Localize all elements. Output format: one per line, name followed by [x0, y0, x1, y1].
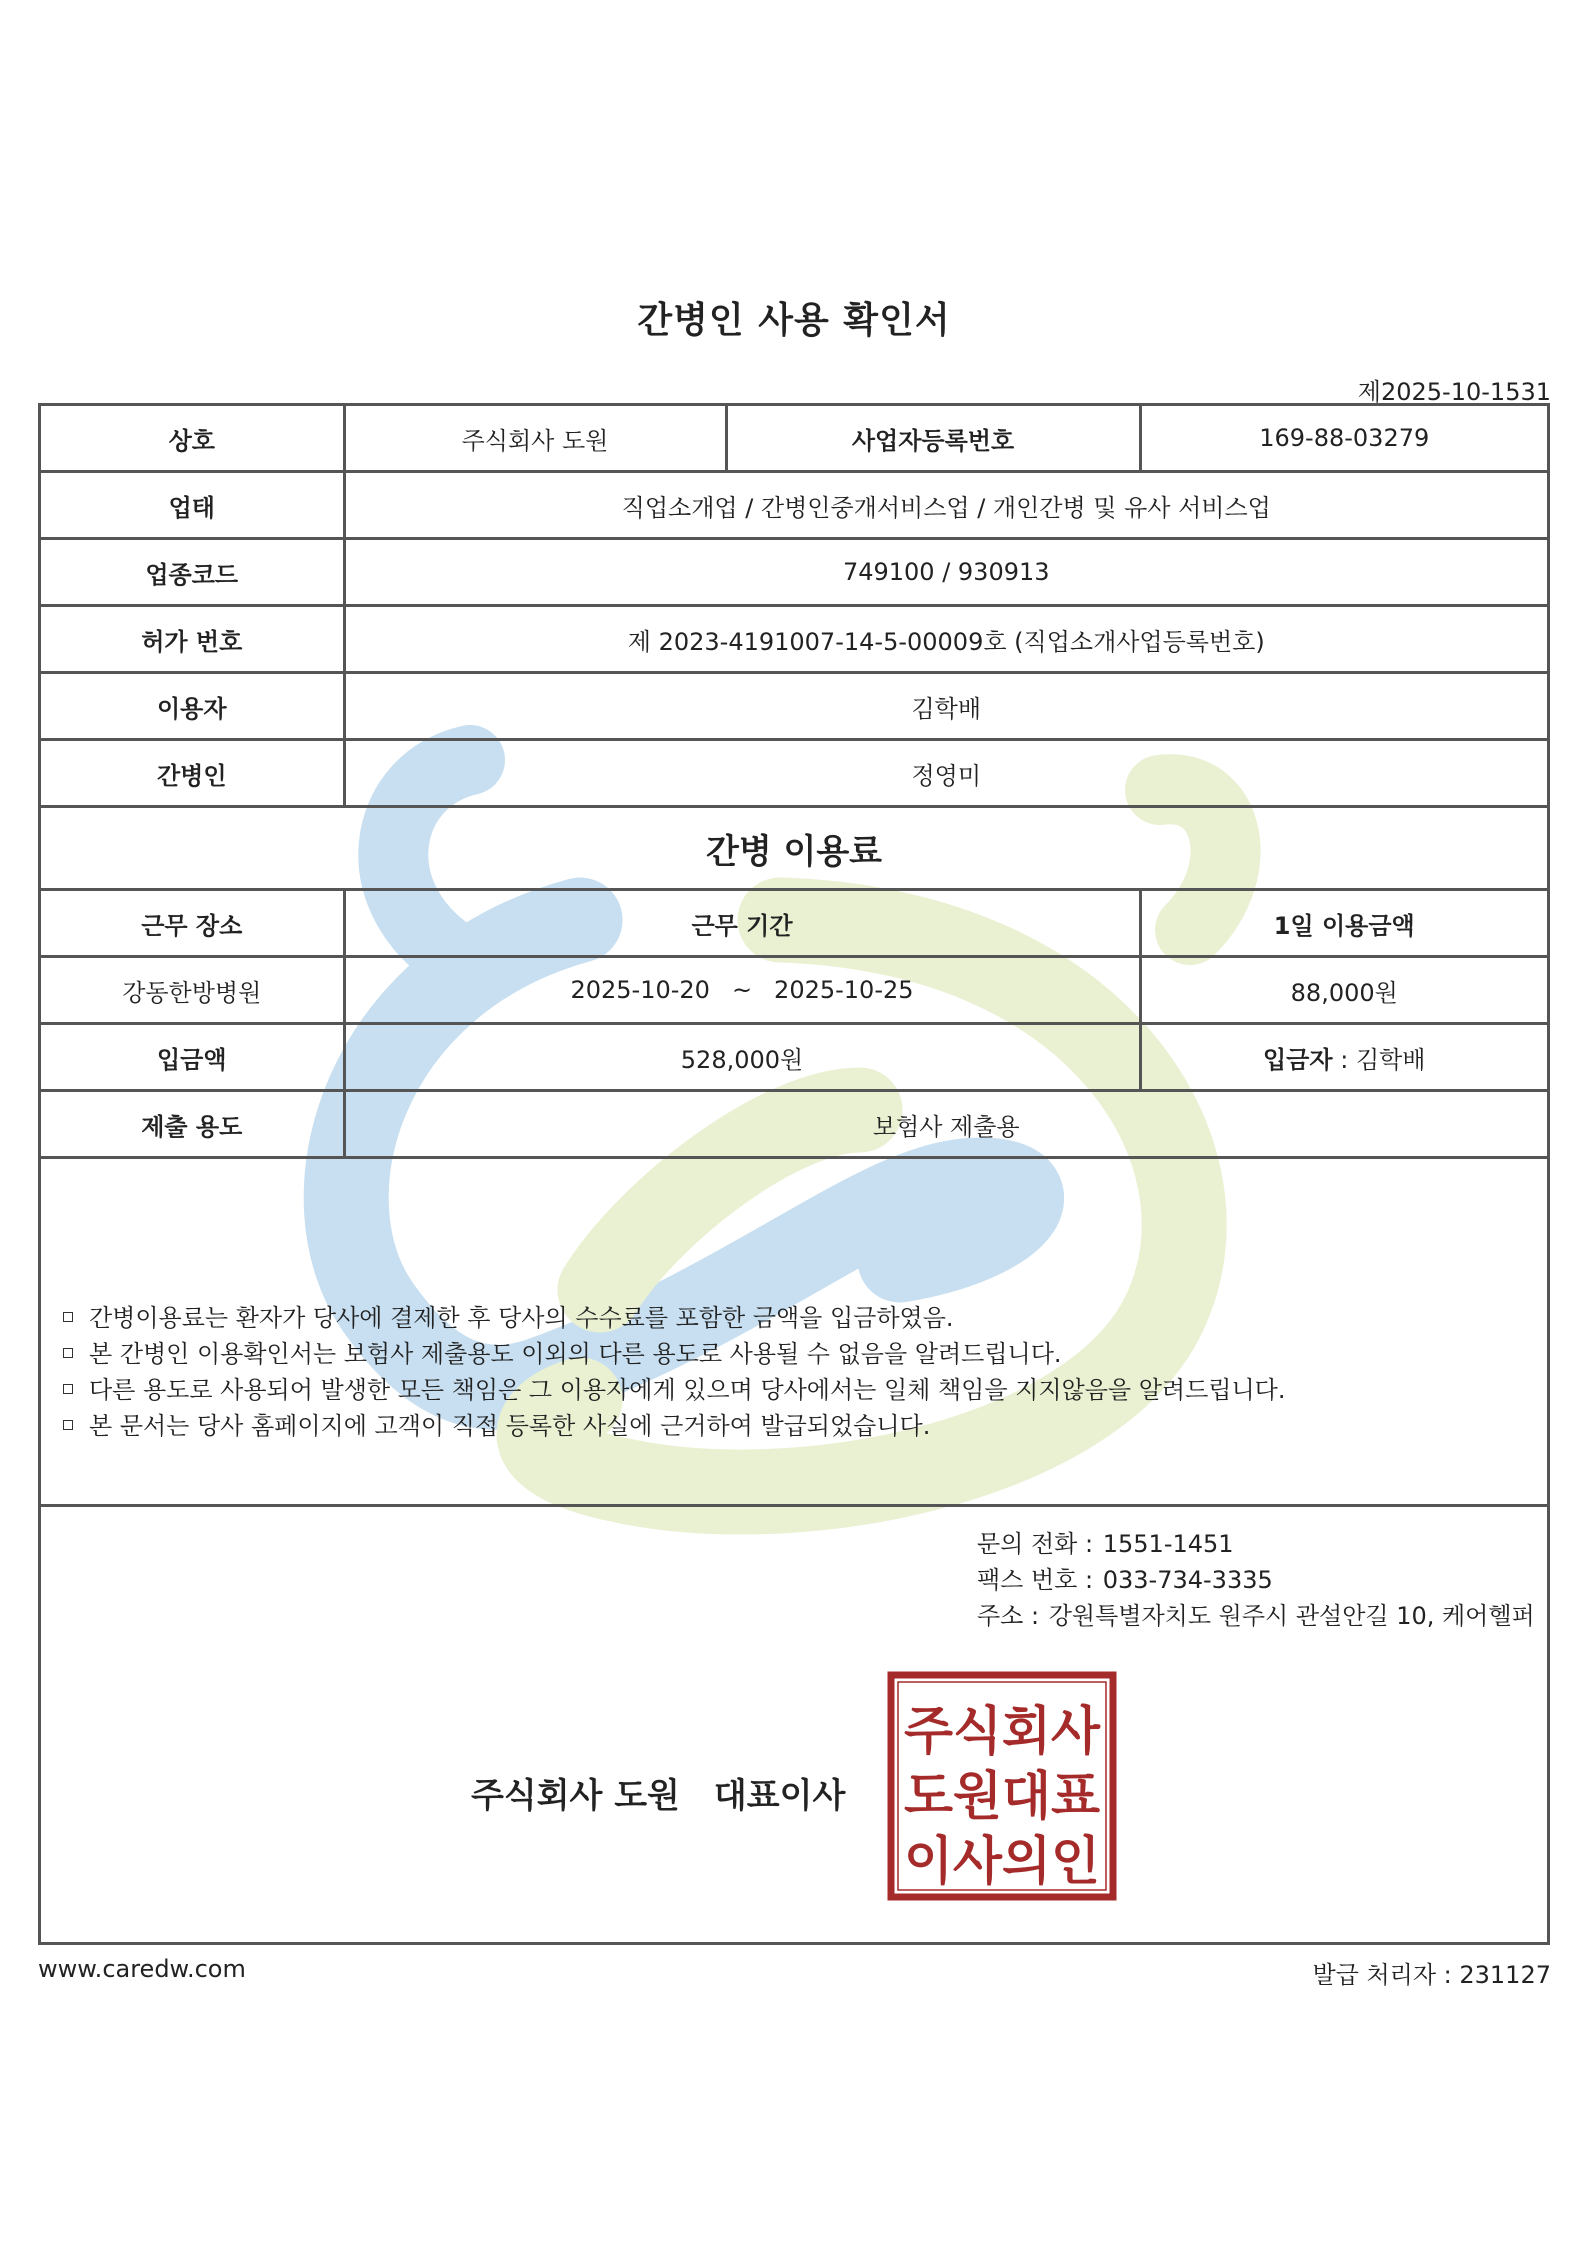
work-period-label: 근무 기간 — [344, 890, 1140, 957]
note-item: 간병이용료는 환자가 당사에 결제한 후 당사의 수수료를 포함한 금액을 입금하였음. — [63, 1300, 1285, 1336]
signature-role: 대표이사 — [713, 1776, 846, 1816]
user-label: 이용자 — [41, 673, 344, 740]
purpose-value: 보험사 제출용 — [344, 1091, 1547, 1158]
business-number-label: 사업자등록번호 — [726, 406, 1140, 472]
user-value: 김학배 — [344, 673, 1547, 740]
deposit-row — [41, 1024, 1547, 1091]
note-item: 다른 용도로 사용되어 발생한 모든 책임은 그 이용자에게 있으며 당사에서는 일체 책임을 지지않음을 알려드립니다. — [63, 1372, 1285, 1408]
industry-code-label: 업종코드 — [41, 539, 344, 606]
caregiver-value: 정영미 — [344, 740, 1547, 807]
phone-line — [977, 1526, 1535, 1562]
contact-info — [977, 1526, 1535, 1634]
svg-text:이사의인: 이사의인 — [904, 1832, 1100, 1892]
issuer-info: 발급 처리자 : 231127 — [1312, 1961, 1551, 1989]
purpose-label: 제출 용도 — [41, 1091, 344, 1158]
address-label: 주소 : — [977, 1602, 1040, 1630]
license-row — [41, 606, 1547, 673]
industry-code-row — [41, 539, 1547, 606]
website-link[interactable]: www.caredw.com — [38, 1955, 246, 1983]
fax-line — [977, 1562, 1535, 1598]
square-bullet-icon — [63, 1312, 73, 1322]
user-row — [41, 673, 1547, 740]
square-bullet-icon — [63, 1348, 73, 1358]
note-item: 본 문서는 당사 홈페이지에 고객이 직접 등록한 사실에 근거하여 발급되었습니다. — [63, 1408, 1285, 1444]
daily-fee-value: 88,000원 — [1140, 957, 1547, 1024]
fee-section-row — [41, 807, 1547, 890]
note-item: 본 간병인 이용확인서는 보험사 제출용도 이외의 다른 용도로 사용될 수 없음을 알려드립니다. — [63, 1336, 1285, 1372]
info-table — [41, 406, 1547, 1159]
purpose-row — [41, 1091, 1547, 1158]
svg-text:주식회사: 주식회사 — [904, 1702, 1101, 1762]
industry-code-value: 749100 / 930913 — [344, 539, 1547, 606]
license-label: 허가 번호 — [41, 606, 344, 673]
caregiver-row — [41, 740, 1547, 807]
workplace-label: 근무 장소 — [41, 890, 344, 957]
deposit-label: 입금액 — [41, 1024, 344, 1091]
company-row — [41, 406, 1547, 472]
depositor-value: 김학배 — [1355, 1045, 1426, 1074]
address-line — [977, 1598, 1535, 1634]
license-value: 제 2023-4191007-14-5-00009호 (직업소개사업등록번호) — [344, 606, 1547, 673]
signature-company: 주식회사 도원 — [471, 1776, 680, 1816]
phone-value: 1551-1451 — [1102, 1530, 1234, 1558]
caregiver-label: 간병인 — [41, 740, 344, 807]
fee-header-row — [41, 890, 1547, 957]
certificate-frame — [38, 403, 1550, 1945]
fee-value-row — [41, 957, 1547, 1024]
phone-label: 문의 전화 : — [977, 1530, 1094, 1558]
fax-value: 033-734-3335 — [1102, 1566, 1273, 1594]
business-number-value: 169-88-03279 — [1140, 406, 1547, 472]
business-type-row — [41, 472, 1547, 539]
notes-list — [63, 1300, 1285, 1444]
signature-line — [471, 1768, 845, 1817]
depositor-separator: : — [1340, 1045, 1349, 1074]
address-value: 강원특별자치도 원주시 관설안길 10, 케어헬퍼 — [1048, 1602, 1535, 1630]
company-label: 상호 — [41, 406, 344, 472]
period-start: 2025-10-20 — [570, 976, 710, 1004]
company-seal — [887, 1671, 1117, 1901]
svg-text:도원대표: 도원대표 — [904, 1767, 1100, 1827]
square-bullet-icon — [63, 1420, 73, 1430]
deposit-value: 528,000원 — [344, 1024, 1140, 1091]
depositor-label: 입금자 — [1263, 1045, 1333, 1074]
notes-section — [41, 1192, 1547, 1507]
document-number: 제2025-10-1531 — [1357, 378, 1551, 406]
company-value: 주식회사 도원 — [344, 406, 726, 472]
work-period-value — [344, 957, 1140, 1024]
period-separator: ~ — [731, 976, 753, 1004]
workplace-value: 강동한방병원 — [41, 957, 344, 1024]
business-type-label: 업태 — [41, 472, 344, 539]
fax-label: 팩스 번호 : — [977, 1566, 1094, 1594]
depositor-cell — [1140, 1024, 1547, 1091]
daily-fee-label: 1일 이용금액 — [1140, 890, 1547, 957]
period-end: 2025-10-25 — [774, 976, 914, 1004]
document-title: 간병인 사용 확인서 — [637, 300, 951, 341]
business-type-value: 직업소개업 / 간병인중개서비스업 / 개인간병 및 유사 서비스업 — [344, 472, 1547, 539]
square-bullet-icon — [63, 1384, 73, 1394]
fee-section-title: 간병 이용료 — [41, 807, 1547, 890]
